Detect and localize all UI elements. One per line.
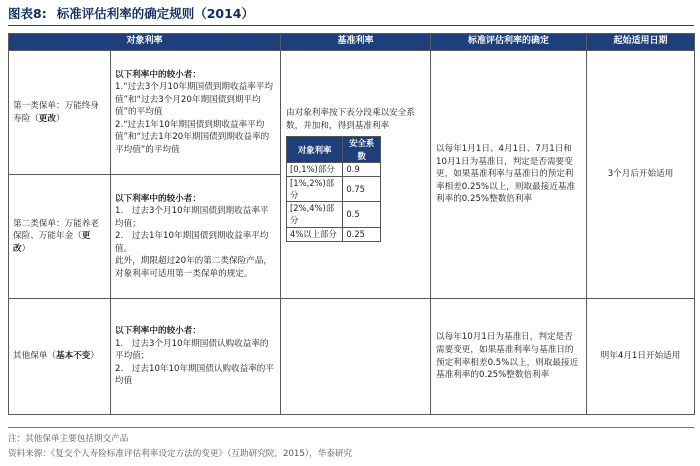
rule-line: 1. 过去3个月10年期国债认购收益率的平均值； [115,338,269,362]
category-cell: 其他保单（基本不变） [9,299,111,415]
safety-row: 4%以上部分 0.25 [287,227,381,241]
title-divider [8,25,694,26]
base-rate-text: 由对象利率按下表分段乘以安全系数，并加和，得到基准利率 [286,108,415,131]
rule-line: 2.“过去1年10年期国债到期收益率平均值”和“过去1年20年期国债到期收益率的平均值”的平均值 [115,119,270,155]
rule-line: 1. 过去3个月10年期国债到期收益率平均值； [115,206,269,229]
rule-title: 以下利率中的较小者： [115,326,201,337]
rule-cell [111,51,281,175]
header-start-date: 起始适用日期 [587,34,695,51]
determination-cell: 以每年10月1日为基准日，判定是否需要变更，如果基准利率与基准日的预定利率相差0.5%以上，则取最接近基准利率的0.25%整数倍利率 [431,299,587,415]
figure-label: 图表8: [8,6,47,21]
rule-line: 1.“过去3个月10年期国债到期收益率平均值”和“过去3个月20年期国债到期平均值”的平均值 [115,82,273,118]
rule-line: 2. 过去1年10年期国债到期收益率平均值。 [115,231,269,254]
rule-line: 2. 过去10年10年期国债认购收益率的平均值 [115,363,274,387]
rule-title: 以下利率中的较小者： [115,193,201,204]
figure-title-text: 标准评估利率的确定规则（2014） [56,6,254,21]
header-object-rate: 对象利率 [9,34,281,51]
footnote: 注：其他保单主要包括期交产品 [8,434,129,444]
rule-cell [111,175,281,299]
rules-table [8,33,695,415]
source-note: 资料来源：《复交个人寿险标准评估利率设定方法的变更》（互助研究院，2015），华泰研究 [8,449,353,459]
safety-factor-table [286,136,381,241]
header-determination: 标准评估利率的确定 [431,34,587,51]
base-rate-cell [281,51,431,299]
category-cell: 第二类保单：万能养老保险、万能年金（更改） [9,175,111,299]
safety-row: [1%,2%)部分 0.75 [287,176,381,201]
table-header-row [9,34,695,51]
rule-title: 以下利率中的较小者： [115,69,201,80]
safety-row: [0,1%)部分 0.9 [287,162,381,176]
footer-divider [8,427,694,428]
start-date-cell: 3个月后开始适用 [587,51,695,299]
rule-cell [111,299,281,415]
figure-title [8,4,254,22]
start-date-cell: 明年4月1日开始适用 [587,299,695,415]
rule-line: 此外，期限超过20年的第二类保险产品，对象利率可适用第一类保单的规定。 [115,256,273,279]
base-rate-cell-empty [281,299,431,415]
safety-header: 安全系数 [343,137,381,162]
determination-cell: 以每年1月1日、4月1日、7月1日和10月1日为基准日，判定是否需要变更，如果基准利率与基准日的预定利率相差0.25%以上，则取最接近基准利率的0.25%整数倍利率 [431,51,587,299]
table-row [9,51,695,175]
category-cell: 第一类保单：万能终身寿险（更改） [9,51,111,175]
header-base-rate: 基准利率 [281,34,431,51]
safety-row: [2%,4%)部分 0.5 [287,202,381,227]
table-row [9,299,695,415]
safety-header: 对象利率 [287,137,343,162]
